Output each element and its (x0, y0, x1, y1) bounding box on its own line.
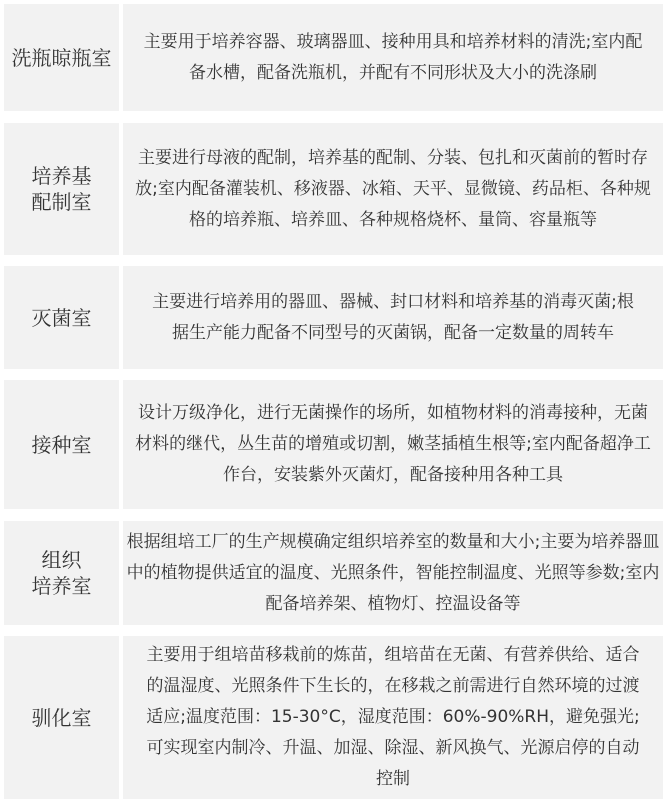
room-description-cell (123, 123, 663, 255)
room-description-text: 主要进行母液的配制，培养基的配制、分装、包扎和灭菌前的暂时存放;室内配备灌装机、移液器、冰箱、天平、显微镜、药品柜、各种规格的培养瓶、培养皿、各种规格烧杯、量筒、容量瓶等 (135, 147, 651, 230)
room-name-cell: 接种室 (4, 380, 119, 509)
room-name-cell: 洗瓶晾瓶室 (4, 4, 119, 111)
room-name-cell: 组织 培养室 (4, 521, 119, 625)
room-name-cell: 驯化室 (4, 636, 119, 799)
room-description-cell (123, 4, 663, 111)
table-row (0, 4, 665, 111)
table-row (0, 636, 665, 799)
room-description-cell (123, 266, 663, 369)
room-description-text: 主要用于培养容器、玻璃器皿、接种用具和培养材料的清洗;室内配备水槽，配备洗瓶机，并配有不同形状及大小的洗涤刷 (143, 31, 643, 83)
room-description-text: 主要用于组培苗移栽前的炼苗，组培苗在无菌、有营养供给、适合的温湿度、光照条件下生长的，在移栽之前需进行自然环境的过渡适应;温度范围：15-30°C，湿度范围：60%-90%RH，避免强光;可实现室内制冷、升温、加湿、除湿、新风换气、光源启停的自动控制 (146, 645, 640, 789)
room-description-text: 主要进行培养用的器皿、器械、封口材料和培养基的消毒灭菌;根据生产能力配备不同型号的灭菌锅，配备一定数量的周转车 (152, 291, 634, 343)
room-description-text: 根据组培工厂的生产规模确定组织培养室的数量和大小;主要为培养器皿中的植物提供适宜的温度、光照条件，智能控制温度、光照等参数;室内配备培养架、植物灯、控温设备等 (126, 531, 660, 614)
room-name-cell: 培养基 配制室 (4, 123, 119, 255)
room-description-text: 设计万级净化，进行无菌操作的场所，如植物材料的消毒接种，无菌材料的继代，丛生苗的增殖或切割，嫩茎插植生根等;室内配备超净工作台，安装紫外灭菌灯，配备接种用各种工具 (135, 403, 651, 485)
room-description-cell (123, 636, 663, 799)
room-description-cell (123, 380, 663, 509)
table-row (0, 380, 665, 509)
table-row (0, 123, 665, 255)
room-description-cell (123, 521, 663, 625)
table-row (0, 266, 665, 369)
room-name-cell: 灭菌室 (4, 266, 119, 369)
table-row (0, 521, 665, 625)
